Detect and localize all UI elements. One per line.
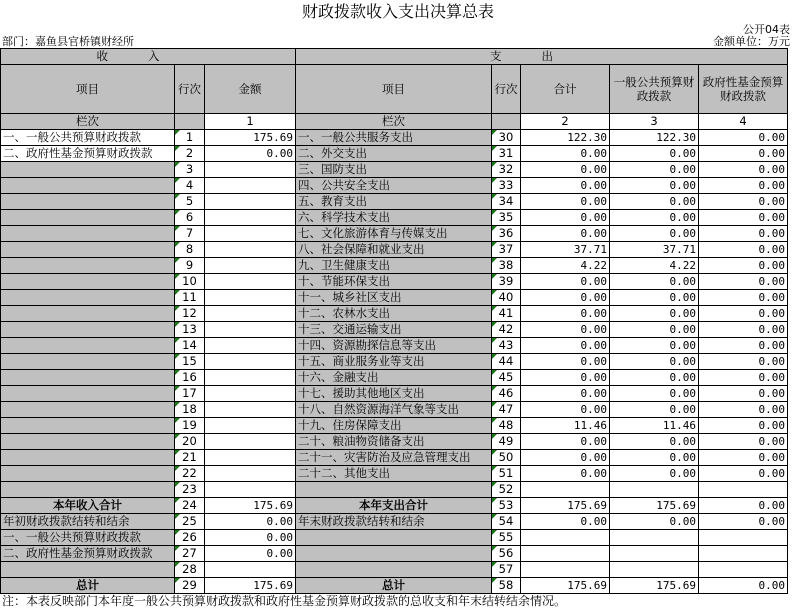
expense-line-no: 36 [492,226,521,242]
expense-total: 0.00 [521,178,610,194]
income-line-no: 11 [175,290,205,306]
expense-total [521,530,610,546]
table-row [1,290,788,306]
expense-line-no: 35 [492,210,521,226]
expense-fund: 0.00 [699,130,788,146]
table-row [1,546,788,562]
expense-general: 0.00 [610,370,699,386]
expense-line-no: 53 [492,498,521,514]
col-header-general: 一般公共预算财政拨款 [610,65,699,114]
expense-item [296,530,492,546]
income-line-no: 23 [175,482,205,498]
expense-total: 0.00 [521,370,610,386]
table-row [1,162,788,178]
expense-item: 五、教育支出 [296,194,492,210]
income-item [1,226,175,242]
expense-total: 0.00 [521,450,610,466]
expense-item: 年末财政拨款结转和结余 [296,514,492,530]
table-row [1,210,788,226]
expense-fund: 0.00 [699,226,788,242]
income-item [1,338,175,354]
income-item: 年初财政拨款结转和结余 [1,514,175,530]
expense-fund: 0.00 [699,418,788,434]
expense-general: 0.00 [610,146,699,162]
expense-general [610,482,699,498]
income-amount [205,418,296,434]
income-item [1,466,175,482]
income-line-no: 10 [175,274,205,290]
table-row [1,146,788,162]
income-amount [205,450,296,466]
expense-line-no: 45 [492,370,521,386]
expense-line-no: 49 [492,434,521,450]
expense-total: 0.00 [521,274,610,290]
col-header-income-amount: 金额 [205,65,296,114]
expense-general: 0.00 [610,306,699,322]
unit-label: 金额单位：万元 [713,35,790,48]
col-header-income-line: 行次 [175,65,205,114]
expense-fund: 0.00 [699,274,788,290]
income-item: 二、政府性基金预算财政拨款 [1,546,175,562]
expense-total: 0.00 [521,338,610,354]
income-amount [205,322,296,338]
expense-item: 四、公共安全支出 [296,178,492,194]
expense-general: 4.22 [610,258,699,274]
income-amount [205,290,296,306]
expense-fund: 0.00 [699,514,788,530]
income-line-no: 29 [175,578,205,594]
col-header-income-item: 项目 [1,65,175,114]
expense-general: 0.00 [610,450,699,466]
expense-general: 122.30 [610,130,699,146]
expense-general: 0.00 [610,466,699,482]
expense-line-no: 41 [492,306,521,322]
expense-line-no: 39 [492,274,521,290]
expense-total: 0.00 [521,162,610,178]
income-amount [205,370,296,386]
expense-item: 二、外交支出 [296,146,492,162]
income-item [1,434,175,450]
expense-line-no: 50 [492,450,521,466]
income-item [1,450,175,466]
colnum-label-income: 栏次 [1,114,175,130]
expense-fund: 0.00 [699,258,788,274]
income-line-no: 28 [175,562,205,578]
expense-item: 十、节能环保支出 [296,274,492,290]
expense-fund: 0.00 [699,178,788,194]
expense-total: 175.69 [521,498,610,514]
expense-fund: 0.00 [699,498,788,514]
expense-fund: 0.00 [699,146,788,162]
table-row [1,306,788,322]
expense-fund: 0.00 [699,242,788,258]
expense-fund [699,546,788,562]
table-row [1,498,788,514]
expense-fund: 0.00 [699,210,788,226]
table-row [1,434,788,450]
table-row [1,178,788,194]
expense-item: 六、科学技术支出 [296,210,492,226]
table-row [1,402,788,418]
expense-total [521,562,610,578]
expense-fund: 0.00 [699,322,788,338]
expense-general: 0.00 [610,162,699,178]
expense-line-no: 30 [492,130,521,146]
table-row [1,226,788,242]
income-amount [205,258,296,274]
expense-fund: 0.00 [699,162,788,178]
col-header-expense-item: 项目 [296,65,492,114]
income-item [1,322,175,338]
expense-total: 37.71 [521,242,610,258]
income-item [1,562,175,578]
table-row [1,466,788,482]
income-line-no: 5 [175,194,205,210]
income-item [1,210,175,226]
income-amount [205,162,296,178]
expense-fund [699,562,788,578]
expense-general: 0.00 [610,338,699,354]
income-amount: 175.69 [205,578,296,594]
expense-total: 11.46 [521,418,610,434]
expense-fund: 0.00 [699,194,788,210]
expense-general: 0.00 [610,434,699,450]
expense-item: 八、社会保障和就业支出 [296,242,492,258]
income-amount [205,354,296,370]
income-line-no: 21 [175,450,205,466]
income-amount [205,338,296,354]
table-row [1,338,788,354]
department-label: 部门：嘉鱼县官桥镇财经所 [2,35,134,48]
report-title: 财政拨款收入支出决算总表 [301,2,494,21]
expense-fund: 0.00 [699,306,788,322]
expense-item: 总计 [296,578,492,594]
income-amount [205,386,296,402]
expense-fund: 0.00 [699,450,788,466]
expense-total: 0.00 [521,146,610,162]
expense-line-no: 57 [492,562,521,578]
expense-fund: 0.00 [699,338,788,354]
expense-total: 0.00 [521,226,610,242]
income-line-no: 4 [175,178,205,194]
table-row [1,530,788,546]
expense-line-no: 31 [492,146,521,162]
expense-item [296,482,492,498]
expense-item: 十四、资源勘探信息等支出 [296,338,492,354]
expense-total [521,546,610,562]
income-item: 一、一般公共预算财政拨款 [1,130,175,146]
expense-general: 0.00 [610,274,699,290]
income-item: 总计 [1,578,175,594]
colnum-2: 2 [521,114,610,130]
income-line-no: 16 [175,370,205,386]
income-amount [205,274,296,290]
income-line-no: 25 [175,514,205,530]
expense-total: 4.22 [521,258,610,274]
expense-item: 十七、援助其他地区支出 [296,386,492,402]
income-item [1,386,175,402]
table-row [1,274,788,290]
expense-general: 0.00 [610,290,699,306]
income-amount [205,562,296,578]
income-item [1,274,175,290]
table-row [1,418,788,434]
table-row [1,482,788,498]
expense-item: 三、国防支出 [296,162,492,178]
expense-item: 十六、金融支出 [296,370,492,386]
expense-general: 0.00 [610,402,699,418]
income-line-no: 24 [175,498,205,514]
income-line-no: 12 [175,306,205,322]
income-line-no: 22 [175,466,205,482]
expense-line-no: 33 [492,178,521,194]
income-item [1,482,175,498]
expense-general: 0.00 [610,354,699,370]
expense-item: 十八、自然资源海洋气象等支出 [296,402,492,418]
expense-item: 一、一般公共服务支出 [296,130,492,146]
colnum-1: 1 [205,114,296,130]
expense-line-no: 46 [492,386,521,402]
expense-general [610,546,699,562]
form-number: 公开04表 [743,23,790,36]
expense-total: 0.00 [521,514,610,530]
income-item [1,306,175,322]
expense-line-no: 34 [492,194,521,210]
expense-total: 0.00 [521,354,610,370]
footnote: 注：本表反映部门本年度一般公共预算财政拨款和政府性基金预算财政拨款的总收支和年末结转结余情况。 [2,594,567,608]
expense-total: 175.69 [521,578,610,594]
income-amount [205,178,296,194]
expense-line-no: 47 [492,402,521,418]
expense-total: 0.00 [521,290,610,306]
expense-total: 0.00 [521,386,610,402]
expense-line-no: 54 [492,514,521,530]
income-amount [205,226,296,242]
expense-line-no: 51 [492,466,521,482]
expense-fund: 0.00 [699,466,788,482]
income-line-no: 17 [175,386,205,402]
expense-item: 二十二、其他支出 [296,466,492,482]
expense-item: 十九、住房保障支出 [296,418,492,434]
income-amount: 0.00 [205,530,296,546]
colnum-label-expense: 栏次 [296,114,492,130]
table-row [1,562,788,578]
expense-total: 0.00 [521,402,610,418]
expense-line-no: 40 [492,290,521,306]
table-row [1,370,788,386]
expense-item: 二十一、灾害防治及应急管理支出 [296,450,492,466]
income-amount: 0.00 [205,146,296,162]
table-row [1,354,788,370]
expense-line-no: 58 [492,578,521,594]
income-line-no: 3 [175,162,205,178]
income-line-no: 18 [175,402,205,418]
table-row [1,258,788,274]
income-item [1,194,175,210]
income-line-no: 6 [175,210,205,226]
expense-line-no: 38 [492,258,521,274]
expense-fund: 0.00 [699,578,788,594]
income-line-no: 26 [175,530,205,546]
income-item [1,162,175,178]
income-amount [205,402,296,418]
expense-total: 122.30 [521,130,610,146]
expense-total: 0.00 [521,210,610,226]
table-row [1,322,788,338]
income-item [1,290,175,306]
income-line-no: 8 [175,242,205,258]
expense-fund: 0.00 [699,434,788,450]
table-row [1,578,788,594]
income-amount [205,194,296,210]
expense-fund: 0.00 [699,290,788,306]
income-amount [205,242,296,258]
income-item: 本年收入合计 [1,498,175,514]
col-header-expense-line: 行次 [492,65,521,114]
expense-line-no: 55 [492,530,521,546]
expense-line-no: 48 [492,418,521,434]
table-row [1,130,788,146]
expense-item [296,546,492,562]
income-item [1,354,175,370]
expense-item: 本年支出合计 [296,498,492,514]
income-item: 二、政府性基金预算财政拨款 [1,146,175,162]
expense-item: 二十、粮油物资储备支出 [296,434,492,450]
income-line-no: 27 [175,546,205,562]
expense-general: 0.00 [610,226,699,242]
income-item [1,258,175,274]
expense-item: 十二、农林水支出 [296,306,492,322]
expense-line-no: 56 [492,546,521,562]
income-line-no: 20 [175,434,205,450]
income-line-no: 7 [175,226,205,242]
income-amount [205,466,296,482]
expense-general: 0.00 [610,210,699,226]
colnum-3: 3 [610,114,699,130]
income-item [1,418,175,434]
colnum-4: 4 [699,114,788,130]
expense-total: 0.00 [521,306,610,322]
table-row [1,386,788,402]
expense-line-no: 37 [492,242,521,258]
expense-total: 0.00 [521,434,610,450]
income-line-no: 14 [175,338,205,354]
income-amount: 175.69 [205,498,296,514]
income-line-no: 9 [175,258,205,274]
expense-line-no: 32 [492,162,521,178]
expense-fund: 0.00 [699,386,788,402]
expense-item: 十三、交通运输支出 [296,322,492,338]
expense-line-no: 44 [492,354,521,370]
expense-general: 175.69 [610,498,699,514]
expense-total: 0.00 [521,466,610,482]
expense-fund: 0.00 [699,402,788,418]
col-header-fund: 政府性基金预算财政拨款 [699,65,788,114]
expense-line-no: 52 [492,482,521,498]
expense-item: 十五、商业服务业等支出 [296,354,492,370]
expense-line-no: 43 [492,338,521,354]
income-amount: 0.00 [205,546,296,562]
col-header-total: 合计 [521,65,610,114]
expense-item: 九、卫生健康支出 [296,258,492,274]
income-amount [205,482,296,498]
expense-general: 0.00 [610,322,699,338]
income-line-no: 13 [175,322,205,338]
colnum-line-income [175,114,205,130]
income-line-no: 2 [175,146,205,162]
expense-section-header: 支出 [296,49,788,65]
expense-fund [699,482,788,498]
expense-general: 175.69 [610,578,699,594]
income-item [1,402,175,418]
expense-general: 0.00 [610,514,699,530]
income-item [1,178,175,194]
expense-general: 0.00 [610,386,699,402]
expense-fund: 0.00 [699,370,788,386]
expense-general: 11.46 [610,418,699,434]
income-section-header: 收入 [1,49,296,65]
budget-summary-table [0,48,788,594]
income-amount [205,306,296,322]
expense-general [610,530,699,546]
income-amount [205,210,296,226]
expense-general: 37.71 [610,242,699,258]
expense-general: 0.00 [610,194,699,210]
table-row [1,242,788,258]
income-item [1,242,175,258]
income-line-no: 15 [175,354,205,370]
table-row [1,194,788,210]
expense-general: 0.00 [610,178,699,194]
expense-total [521,482,610,498]
expense-line-no: 42 [492,322,521,338]
table-row [1,514,788,530]
expense-total: 0.00 [521,194,610,210]
colnum-line-expense [492,114,521,130]
income-amount [205,434,296,450]
income-item: 一、一般公共预算财政拨款 [1,530,175,546]
income-amount: 0.00 [205,514,296,530]
expense-item [296,562,492,578]
expense-item: 十一、城乡社区支出 [296,290,492,306]
table-row [1,450,788,466]
expense-item: 七、文化旅游体育与传媒支出 [296,226,492,242]
expense-fund [699,530,788,546]
expense-general [610,562,699,578]
income-amount: 175.69 [205,130,296,146]
expense-total: 0.00 [521,322,610,338]
income-line-no: 1 [175,130,205,146]
income-item [1,370,175,386]
expense-fund: 0.00 [699,354,788,370]
income-line-no: 19 [175,418,205,434]
